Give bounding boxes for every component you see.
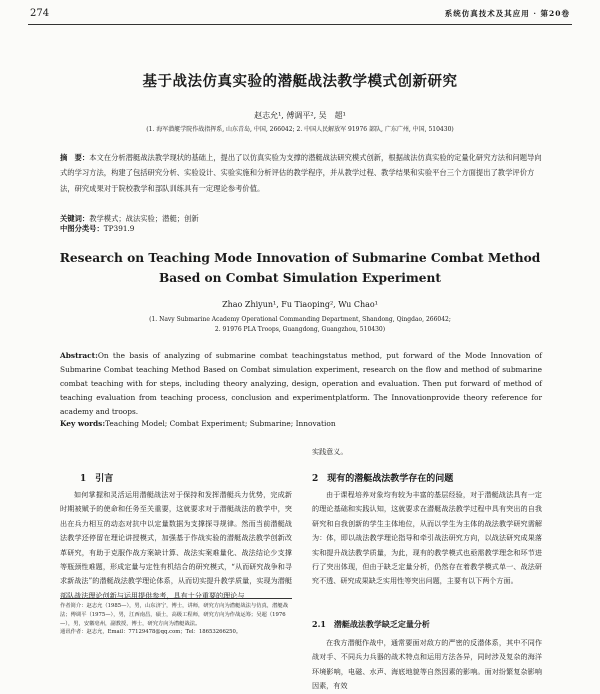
abstract-cn-text: 本文在分析潜艇战法教学现状的基础上，提出了以仿真实验为支撑的潜艇战法研究模式创新，根据战法仿真实验的定量化研究方法和问题导向式的学习方法，构建了包括研究分析、实验设计、实验实施和分析评估的教学程序，并从教学过程、教学结果和实验平台三个方面提出了教学评价方法，研究成果对于院校教学和部队训练具有一定理论参考价值。: [60, 153, 542, 193]
column-2-lead: 实践意义。: [312, 447, 348, 456]
affiliations-en-line1: (1. Navy Submarine Academy Operational Commanding Department, Shandong, Qingdao, 266042;: [149, 316, 451, 323]
section-2-heading: 2 现有的潜艇战法教学存在的问题: [312, 474, 454, 484]
paper-title-en-line1: Research on Teaching Mode Innovation of Submarine Combat Method: [59, 251, 541, 265]
paper-title-en-line2: Based on Combat Simulation Experiment: [158, 270, 442, 285]
section-2-text: 由于课程培养对象均有较为丰富的基层经验，对于潜艇战法具有一定的理论基础和实践认知，这就要求在潜艇战法教学过程中具有突出的自我研究和自我创新的学生主体地位，从而以学生为主体的战法教学研究需解为：体，即以战法教学理论指导和牵引战法研究方向，以战法研究成果落实和提升战法教学质量，为此，现有的教学模式也亟需教学理念和环节进行了突出体现，但由于缺乏定量分析，仍然存在着教学模式单一、战法研究不透、研究成果缺乏实用性等突出问题，主要有以下两个方面。: [312, 490, 542, 586]
keywords-en-label: Key words:: [60, 419, 106, 428]
abstract-cn-label: 摘 要：: [60, 153, 90, 162]
paper-title-cn: 基于战法仿真实验的潜艇战法教学模式创新研究: [142, 73, 458, 90]
classification-label: 中图分类号：: [60, 224, 104, 233]
keywords-en-text: Teaching Model; Combat Experiment; Submarine; Innovation: [105, 419, 336, 428]
abstract-en-text: On the basis of analyzing of submarine combat teachingstatus method, put forward of the Mode Innovation of Submarine Combat teaching Method Based on Combat simulation experiment, research on the flow and method of submarine combat teaching with for steps, including theory analyzing, design, operation and evaluation. Then put forward of method of teaching evaluation from teaching process, conclusion and experimentplatform. The Innovationprovide theory reference for academy and troops.: [60, 351, 542, 416]
page-number: 274: [30, 8, 50, 19]
section-2-1-heading: 2.1 潜艇战法教学缺乏定量分析: [312, 619, 430, 629]
footnote-contact: 通讯作者：赵志允，Email：77129478@qq.com；Tel：18653266250。: [60, 629, 242, 636]
header-rule: [28, 24, 572, 25]
keywords-en: [60, 419, 542, 428]
author-footnote: [60, 602, 292, 637]
abstract-cn: [60, 150, 542, 196]
affiliations-cn: (1. 海军潜艇学院作战指挥系, 山东青岛, 中国, 266042; 2. 中国人民解放军 91976 部队, 广东广州, 中国, 510430): [146, 126, 454, 133]
journal-header: 系统仿真技术及其应用 · 第20卷: [444, 9, 570, 18]
classification-number: [60, 224, 542, 234]
section-2-1-text: 在我方潜艇作战中，通常要面对敌方的严密的反潜体系，其中不同作战对手、不同兵力兵器的战术特点和运用方法各异，同时涉及复杂的海洋环境影响，电磁、水声、海底地貌等自然因素的影响。面对纷繁复杂影响因素，有效: [312, 638, 542, 691]
affiliations-en-line2: 2. 91976 PLA Troops, Guangdong, Guangzhou, 510430): [214, 325, 386, 333]
authors-cn: 赵志允¹, 傅调平², 吴 超¹: [254, 111, 346, 120]
footnote-author-bio: 作者简介：赵志允（1985—），男，山东济宁，博士，讲师，研究方向为潜艇战法与仿真，潜艇战法；傅调平（1975—），男，江西南昌，硕士，高级工程师，研究方向为作战运筹；吴超（1976—），男，安徽亳州，副教授，博士，研究方向为潜艇战法。: [60, 603, 289, 627]
section-1-text: 如何掌握和灵活运用潜艇战法对于保持和发挥潜艇兵力优势，完成新时期被赋予的使命和任务至关重要，这就要求对于潜艇战法的教学中，突出在兵力相互的动态对抗中以定量数据为支撑探寻规律。然而当前潜艇战法教学还停留在理论讲授模式，加强基于作战实验的潜艇战法教学创新改革研究，有助于克服作战方案缺计算、战法实案难量化、战法结论少支撑等瓶颈性难题，形成定量与定性有机结合的研究模式，“从而研究战争和寻求新战法”的潜艇战法教学理论体系，从而切实提升教学质量，实现为潜艇部队战法理论创新与运用提供参考，具有十分重要的理论与: [60, 490, 292, 600]
section-1-heading: 1 引言: [80, 474, 114, 484]
keywords-cn-text: 教学模式；战法实验；潜艇；创新: [89, 214, 199, 223]
abstract-en: [60, 349, 542, 419]
paper-title-en: [20, 249, 580, 288]
affiliations-en: [0, 315, 600, 334]
authors-en: Zhao Zhiyun¹, Fu Tiaoping², Wu Chao¹: [222, 300, 378, 309]
keywords-cn-label: 关键词：: [60, 214, 90, 223]
footnote-rule: [60, 598, 292, 599]
abstract-en-label: Abstract:: [60, 351, 98, 360]
classification-value: TP391.9: [103, 224, 135, 233]
